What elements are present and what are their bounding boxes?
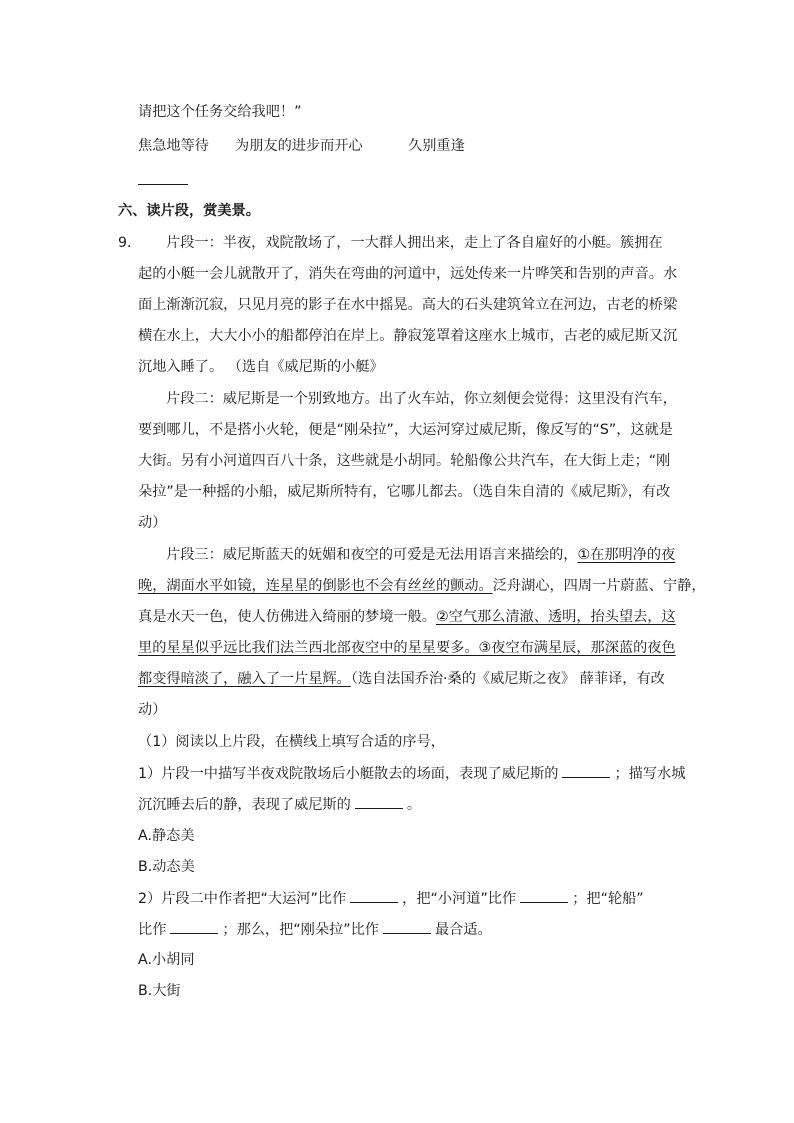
option-a: A.静态美 <box>138 828 195 844</box>
p3-line-4 <box>138 638 676 658</box>
sub1-q1-text: 沉沉睡去后的静，表现了威尼斯的 <box>138 797 351 813</box>
sub1-title: （1）阅读以上片段，在横线上填写合适的序号， <box>138 734 445 750</box>
p2-line-3: 大街。另有小河道四百八十条，这些就是小胡同。轮船像公共汽车，在大街上走；“刚 <box>138 453 671 469</box>
p3-underlined-text: 晚，湖面水平如镜，连星星的倒影也不会有丝丝的颤动。 <box>138 578 493 594</box>
p3-text: 真是水天一色，使人仿佛进入绮丽的梦境一般。 <box>138 609 436 625</box>
sub1-q1-text: ；描写水城 <box>614 766 686 782</box>
sub2-text: 最合适。 <box>434 922 492 938</box>
p3-underlined-text: 都变得暗淡了，融入了一片星辉。 <box>138 671 351 687</box>
answer-blank[interactable] <box>355 794 403 809</box>
option-2: 为朋友的进步而开心 <box>235 138 363 154</box>
p3-line-1 <box>166 545 675 565</box>
p3-underlined-text: 里的星星似乎远比我们法兰西北部夜空中的星星要多。③夜空布满星辰，那深蓝的夜色 <box>138 640 676 656</box>
answer-blank[interactable] <box>383 919 431 934</box>
sub1-q1-line-1 <box>138 763 685 784</box>
p3-text: 片段三：威尼斯蓝天的妩媚和夜空的可爱是无法用语言来描绘的， <box>166 547 578 563</box>
p2-line-2: 要到哪儿，不是搭小火轮，便是“刚朵拉”，大运河穿过威尼斯，像反写的“S”，这就是 <box>138 422 673 438</box>
p3-line-5 <box>138 669 665 689</box>
sub1-q1-line-2 <box>138 794 421 815</box>
p1-line-2: 起的小艇一会儿就散开了，消失在弯曲的河道中，远处传来一片哗笑和告别的声音。水 <box>138 266 678 282</box>
p3-line-2 <box>138 576 706 596</box>
answer-blank[interactable] <box>562 763 610 778</box>
p3-line-6: 动） <box>138 702 167 718</box>
option-b: B.大街 <box>138 983 181 999</box>
section-title: 六、读片段，赏美景。 <box>118 203 260 219</box>
p3-line-3 <box>138 607 676 627</box>
p3-text: 泛舟湖心，四周一片蔚蓝、宁静， <box>492 578 706 594</box>
question-number: 9． <box>118 235 142 251</box>
p2-line-1: 片段二：威尼斯是一个别致地方。出了火车站，你立刻便会觉得：这里没有汽车， <box>166 391 677 407</box>
option-b: B.动态美 <box>138 859 195 875</box>
sub1-q1-text: 。 <box>406 797 422 813</box>
p3-underlined-text: ②空气那么清澈、透明，抬头望去，这 <box>435 609 676 625</box>
answer-blank <box>138 170 188 191</box>
answer-blank[interactable] <box>170 919 218 934</box>
answer-blank[interactable] <box>350 888 398 903</box>
p2-line-5: 动） <box>138 515 167 531</box>
sub2-line-2 <box>138 919 492 940</box>
p1-line-1: 片段一：半夜，戏院散场了，一大群人拥出来，走上了各自雇好的小艇。簇拥在 <box>166 235 663 251</box>
option-1: 焦急地等待 <box>138 138 209 154</box>
p1-line-4: 横在水上，大大小小的船都停泊在岸上。静寂笼罩着这座水上城市，古老的威尼斯又沉 <box>138 328 678 344</box>
p1-line-5: 沉地入睡了。 （选自《威尼斯的小艇》 <box>138 359 384 375</box>
sub1-q1-text: 1）片段一中描写半夜戏院散场后小艇散去的场面，表现了威尼斯的 <box>138 766 559 782</box>
sub2-text: 2）片段二中作者把“大运河”比作 <box>138 891 347 907</box>
sub2-text: ；那么，把“刚朵拉”比作 <box>222 922 379 938</box>
answer-blank[interactable] <box>520 888 568 903</box>
p2-line-4: 朵拉”是一种摇的小船，威尼斯所特有，它哪儿都去。（选自朱自清的《威尼斯》，有改 <box>138 484 671 500</box>
p3-underlined-text: ①在那明净的夜 <box>577 547 676 563</box>
option-3: 久别重逢 <box>408 138 465 154</box>
sub2-line-1 <box>138 888 644 909</box>
option-a: A.小胡同 <box>138 952 195 968</box>
continued-text-line: 请把这个任务交给我吧！” <box>138 104 302 120</box>
sub2-text: 比作 <box>138 922 167 938</box>
p1-line-3: 面上渐渐沉寂，只见月亮的影子在水中摇晃。高大的石头建筑耸立在河边，古老的桥梁 <box>138 297 678 313</box>
sub2-text: ，把“小河道”比作 <box>402 891 517 907</box>
sub2-text: ；把“轮船” <box>572 891 644 907</box>
p3-text: （选自法国乔治·桑的《威尼斯之夜》 薛菲译，有改 <box>350 671 665 687</box>
